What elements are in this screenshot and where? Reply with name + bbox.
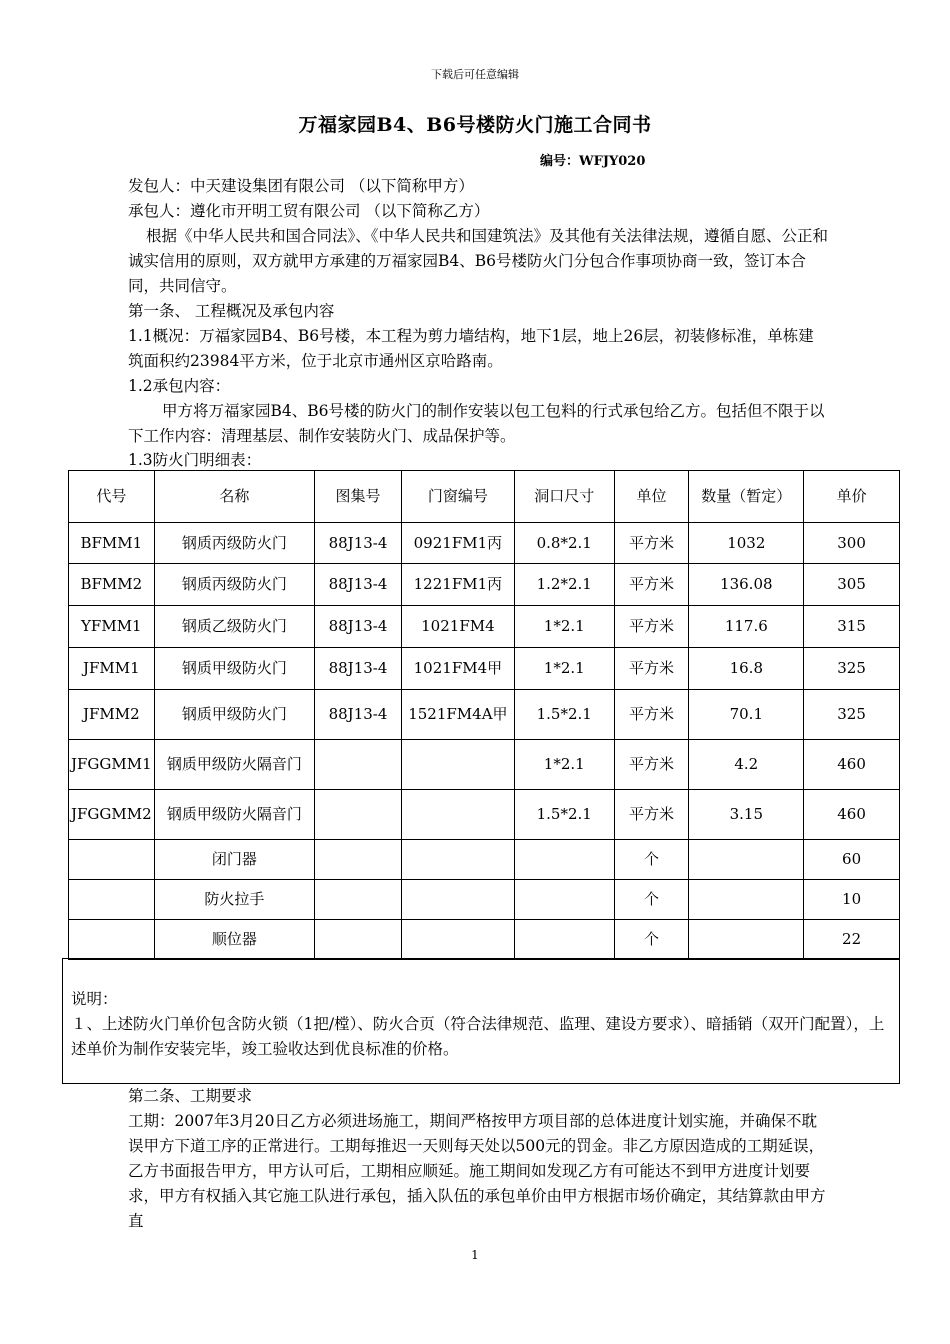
table-cell: 1*2.1 <box>514 648 614 690</box>
table-header-cell: 名称 <box>154 471 314 523</box>
table-cell: 钢质乙级防火门 <box>154 606 314 648</box>
table-cell: 钢质甲级防火门 <box>154 690 314 740</box>
table-cell <box>401 740 514 790</box>
table-cell <box>689 840 804 880</box>
table-cell <box>69 920 155 960</box>
table-cell: JFGGMM2 <box>69 790 155 840</box>
party-a: 发包人：中天建设集团有限公司 （以下简称甲方） <box>128 177 474 195</box>
table-cell: 1221FM1丙 <box>401 564 514 606</box>
table-cell <box>401 790 514 840</box>
table-cell: 3.15 <box>689 790 804 840</box>
table-cell: 平方米 <box>614 740 689 790</box>
table-cell: JFMM1 <box>69 648 155 690</box>
table-cell: 个 <box>614 840 689 880</box>
section-1-2-title: 1.2承包内容： <box>128 377 231 395</box>
table-header-cell: 单价 <box>804 471 900 523</box>
table-cell <box>514 920 614 960</box>
table-header-cell: 图集号 <box>315 471 402 523</box>
table-cell: 88J13-4 <box>315 648 402 690</box>
table-row <box>69 523 900 564</box>
table-cell: 1521FM4A甲 <box>401 690 514 740</box>
table-cell <box>401 880 514 920</box>
table-row <box>69 920 900 960</box>
table-cell <box>315 880 402 920</box>
table-cell: 460 <box>804 740 900 790</box>
table-cell: 平方米 <box>614 564 689 606</box>
table-cell: BFMM2 <box>69 564 155 606</box>
table-cell: 1.5*2.1 <box>514 690 614 740</box>
document-title: 万福家园B4、B6号楼防火门施工合同书 <box>298 114 652 136</box>
table-header-cell: 数量（暂定） <box>689 471 804 523</box>
table-cell: 325 <box>804 648 900 690</box>
table-header-cell: 门窗编号 <box>401 471 514 523</box>
table-header-cell: 单位 <box>614 471 689 523</box>
page-number: 1 <box>471 1248 479 1262</box>
table-cell <box>315 790 402 840</box>
table-cell: 1.2*2.1 <box>514 564 614 606</box>
section-1-3-title: 1.3防火门明细表： <box>128 451 262 469</box>
table-cell <box>401 840 514 880</box>
table-cell: 钢质丙级防火门 <box>154 523 314 564</box>
table-cell: 平方米 <box>614 523 689 564</box>
table-row <box>69 648 900 690</box>
table-cell: 钢质甲级防火隔音门 <box>154 790 314 840</box>
table-row <box>69 880 900 920</box>
table-cell: 个 <box>614 920 689 960</box>
table-cell: 防火拉手 <box>154 880 314 920</box>
article-2-body: 工期：2007年3月20日乙方必须进场施工，期间严格按甲方项目部的总体进度计划实施，并确保不耽误甲方下道工序的正常进行。工期每推迟一天则每天处以500元的罚金。非乙方原因造成的工期延误，乙方书面报告甲方，甲方认可后，工期相应顺延。施工期间如发现乙方有可能达不到甲方进度计划要求，甲方有权插入其它施工队进行承包，插入队伍的承包单价由甲方根据市场价确定，其结算款由甲方直 <box>128 1112 826 1230</box>
party-b: 承包人：遵化市开明工贸有限公司 （以下简称乙方） <box>128 202 490 220</box>
note-box <box>62 958 900 1084</box>
table-cell: 平方米 <box>614 690 689 740</box>
table-cell: 460 <box>804 790 900 840</box>
note-title: 说明： <box>71 990 118 1008</box>
table-cell: 16.8 <box>689 648 804 690</box>
table-cell: 顺位器 <box>154 920 314 960</box>
article-2-title: 第二条、工期要求 <box>128 1087 253 1105</box>
table-cell: 4.2 <box>689 740 804 790</box>
table-cell <box>69 840 155 880</box>
table-cell <box>315 920 402 960</box>
header-note: 下载后可任意编辑 <box>431 68 519 81</box>
table-row <box>69 790 900 840</box>
table-cell: 88J13-4 <box>315 564 402 606</box>
table-header-cell: 代号 <box>69 471 155 523</box>
table-cell: 闭门器 <box>154 840 314 880</box>
table-cell: 60 <box>804 840 900 880</box>
table-cell: 平方米 <box>614 790 689 840</box>
table-cell: 136.08 <box>689 564 804 606</box>
table-row <box>69 690 900 740</box>
table-cell: 1*2.1 <box>514 606 614 648</box>
intro-paragraph: 根据《中华人民共和国合同法》、《中华人民共和国建筑法》及其他有关法律法规，遵循自愿、公正和诚实信用的原则，双方就甲方承建的万福家园B4、B6号楼防火门分包合作事项协商一致，签订本合同，共同信守。 <box>128 227 828 295</box>
table-cell: 1.5*2.1 <box>514 790 614 840</box>
table-cell: 个 <box>614 880 689 920</box>
table-cell <box>315 740 402 790</box>
table-cell: 1032 <box>689 523 804 564</box>
table-cell: 1*2.1 <box>514 740 614 790</box>
table-cell: 300 <box>804 523 900 564</box>
table-cell: 1021FM4甲 <box>401 648 514 690</box>
table-cell <box>69 880 155 920</box>
table-row <box>69 564 900 606</box>
table-cell: 305 <box>804 564 900 606</box>
article-1-title: 第一条、 工程概况及承包内容 <box>128 302 335 320</box>
note-body: １、上述防火门单价包含防火锁（1把/樘）、防火合页（符合法律规范、监理、建设方要求）、暗插销（双开门配置），上述单价为制作安装完毕，竣工验收达到优良标准的价格。 <box>71 1015 885 1058</box>
section-1-2-body: 甲方将万福家园B4、B6号楼的防火门的制作安装以包工包料的行式承包给乙方。包括但不限于以下工作内容：清理基层、制作安装防火门、成品保护等。 <box>128 402 825 445</box>
section-1-1: 1.1概况：万福家园B4、B6号楼，本工程为剪力墙结构，地下1层，地上26层，初装修标准，单栋建筑面积约23984平方米，位于北京市通州区京哈路南。 <box>128 327 814 370</box>
table-cell: 0.8*2.1 <box>514 523 614 564</box>
table-cell <box>514 880 614 920</box>
table-cell <box>315 840 402 880</box>
table-cell: 325 <box>804 690 900 740</box>
table-cell: 117.6 <box>689 606 804 648</box>
document-number: 编号：WFJY020 <box>540 154 646 169</box>
table-cell <box>689 920 804 960</box>
table-cell: 钢质甲级防火门 <box>154 648 314 690</box>
table-cell: 10 <box>804 880 900 920</box>
table-cell: 平方米 <box>614 648 689 690</box>
table-cell: 70.1 <box>689 690 804 740</box>
table-cell: 88J13-4 <box>315 523 402 564</box>
table-header-cell: 洞口尺寸 <box>514 471 614 523</box>
table-cell: JFMM2 <box>69 690 155 740</box>
table-cell: 钢质丙级防火门 <box>154 564 314 606</box>
table-row <box>69 740 900 790</box>
table-cell: 88J13-4 <box>315 606 402 648</box>
table-cell: 钢质甲级防火隔音门 <box>154 740 314 790</box>
table-row <box>69 840 900 880</box>
table-cell <box>689 880 804 920</box>
table-header-row <box>69 471 900 523</box>
table-cell: YFMM1 <box>69 606 155 648</box>
fire-door-spec-table <box>68 470 900 960</box>
table-cell: 22 <box>804 920 900 960</box>
table-cell: JFGGMM1 <box>69 740 155 790</box>
table-cell: 平方米 <box>614 606 689 648</box>
table-cell: 88J13-4 <box>315 690 402 740</box>
table-cell: 315 <box>804 606 900 648</box>
table-cell <box>514 840 614 880</box>
table-cell: 1021FM4 <box>401 606 514 648</box>
table-cell: 0921FM1丙 <box>401 523 514 564</box>
table-row <box>69 606 900 648</box>
table-cell <box>401 920 514 960</box>
table-cell: BFMM1 <box>69 523 155 564</box>
